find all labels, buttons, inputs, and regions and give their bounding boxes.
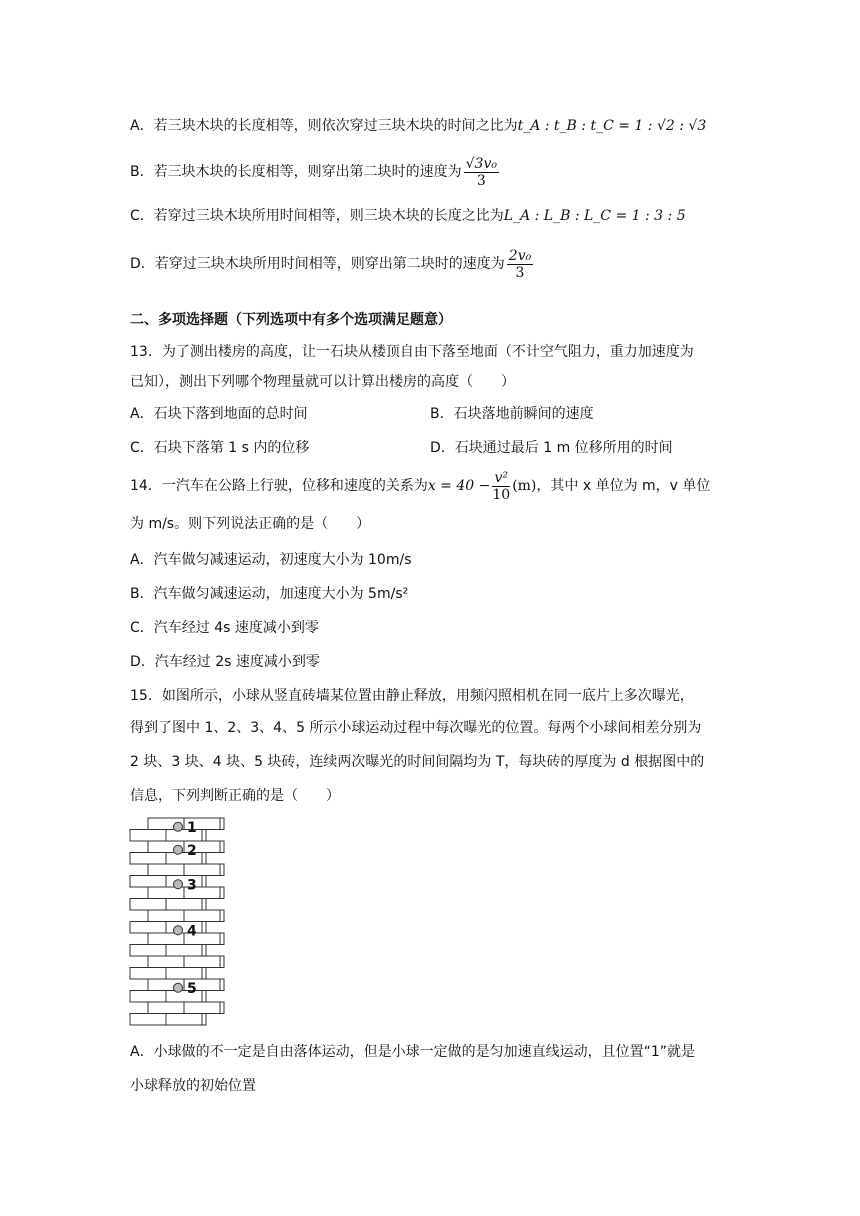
ball-label-5: 5 (187, 980, 197, 997)
q14-option-d: D．汽车经过 2s 速度减小到零 (130, 654, 320, 670)
q15-stem-line2: 得到了图中 1、2、3、4、5 所示小球运动过程中每次曝光的位置。每两个小球间相差分别为 (130, 720, 702, 736)
brick (166, 1014, 202, 1026)
q12-option-c-text: C．若穿过三块木块所用时间相等，则三块木块的长度之比为 (130, 208, 504, 224)
brick (166, 899, 202, 911)
ball-1 (174, 822, 183, 831)
q12-option-d (130, 244, 535, 284)
q13-option-a: A．石块下落到地面的总时间 (130, 406, 308, 422)
brick (130, 853, 166, 865)
q14-option-a: A．汽车做匀减速运动，初速度大小为 10m/s (130, 552, 412, 568)
q15-option-a-line1: A．小球做的不一定是自由落体运动，但是小球一定做的是匀加速直线运动，且位置“1”就是 (130, 1044, 695, 1060)
ball-2 (174, 845, 183, 854)
brick (130, 876, 166, 888)
brick (148, 1002, 184, 1014)
q14-option-b: B．汽车做匀减速运动，加速度大小为 5m/s² (130, 586, 409, 602)
q14-option-c: C．汽车经过 4s 速度减小到零 (130, 620, 319, 636)
brick (148, 956, 184, 968)
q13-option-b: B．石块落地前瞬间的速度 (430, 406, 594, 422)
q12-option-b-fraction: $\frac{\text{√3v₀}}{3}$ (465, 155, 497, 189)
brick (166, 945, 202, 957)
brick (220, 864, 224, 876)
q12-option-c (130, 206, 686, 226)
brick (184, 1002, 220, 1014)
q12-option-a-text: A．若三块木块的长度相等，则依次穿过三块木块的时间之比为 (130, 118, 518, 134)
brick (202, 876, 206, 888)
brick (130, 899, 166, 911)
q14-stem-line2: 为 m/s。则下列说法正确的是（ ） (130, 516, 371, 532)
brick (220, 933, 224, 945)
brick (130, 945, 166, 957)
q14-equation-left: x = 40 − (427, 478, 491, 494)
brick (220, 910, 224, 922)
q15-option-a-line2: 小球释放的初始位置 (130, 1078, 256, 1094)
brick (220, 956, 224, 968)
brick (166, 968, 202, 980)
section-heading: 二、多项选择题（下列选项中有多个选项满足题意） (130, 312, 452, 328)
brick (220, 979, 224, 991)
ball-5 (174, 983, 183, 992)
q14-stem-line1: 14．一汽车在公路上行驶，位移和速度的关系为x = 40 − $\frac{\text{v²}}{10}$ (m)，其中 x 单位为 m，v 单位 (130, 469, 711, 503)
brick (130, 991, 166, 1003)
q12-option-c-math: L_A : L_B : L_C = 1 : 3 : 5 (503, 208, 686, 224)
brick (184, 910, 220, 922)
q14-equation-unit: (m) (512, 478, 537, 494)
q13-option-d: D．石块通过最后 1 m 位移所用的时间 (430, 440, 673, 456)
q13-stem-line1: 13．为了测出楼房的高度，让一石块从楼顶自由下落至地面（不计空气阻力，重力加速度为 (130, 344, 694, 360)
brick (202, 945, 206, 957)
q12-option-d-text: D．若穿过三块木块所用时间相等，则穿出第二块时的速度为 (130, 256, 505, 272)
q12-option-a (130, 116, 706, 136)
ball-label-2: 2 (187, 842, 197, 859)
brick (202, 1014, 206, 1026)
q15-stem-line4: 信息，下列判断正确的是（ ） (130, 788, 340, 804)
ball-label-3: 3 (187, 877, 197, 894)
brick (220, 887, 224, 899)
q12-option-b (130, 152, 501, 192)
ball-label-4: 4 (187, 923, 197, 940)
brick (130, 830, 166, 842)
ball-label-1: 1 (187, 819, 197, 836)
brick (130, 1014, 166, 1026)
q12-option-a-math: t_A : t_B : t_C = 1 : √2 : √3 (517, 118, 707, 134)
q15-stem-line1: 15．如图所示，小球从竖直砖墙某位置由静止释放，用频闪照相机在同一底片上多次曝光， (130, 688, 694, 704)
brick (220, 818, 224, 830)
brick (202, 991, 206, 1003)
ball-3 (174, 880, 183, 889)
q14-equation-fraction: $\frac{\text{v²}}{10}$ (492, 469, 511, 503)
ball-4 (174, 926, 183, 935)
q13-stem-line2: 已知），测出下列哪个物理量就可以计算出楼房的高度（ ） (130, 374, 515, 390)
brick (184, 956, 220, 968)
brick (220, 841, 224, 853)
q12-option-d-fraction: $\frac{\text{2v₀}}{3}$ (508, 247, 532, 281)
brick (202, 853, 206, 865)
brick (202, 830, 206, 842)
brick (184, 864, 220, 876)
q12-option-b-text: B．若三块木块的长度相等，则穿出第二块时的速度为 (130, 164, 462, 180)
brick (130, 922, 166, 934)
q13-option-c: C．石块下落第 1 s 内的位移 (130, 440, 310, 456)
brick (220, 1002, 224, 1014)
brick (202, 899, 206, 911)
brick (202, 922, 206, 934)
brick (202, 968, 206, 980)
brick-wall-figure (128, 816, 228, 1032)
brick (130, 968, 166, 980)
brick (148, 910, 184, 922)
q15-stem-line3: 2 块、3 块、4 块、5 块砖，连续两次曝光的时间间隔均为 T，每块砖的厚度为 d 根据图中的 (130, 754, 705, 770)
brick (148, 864, 184, 876)
